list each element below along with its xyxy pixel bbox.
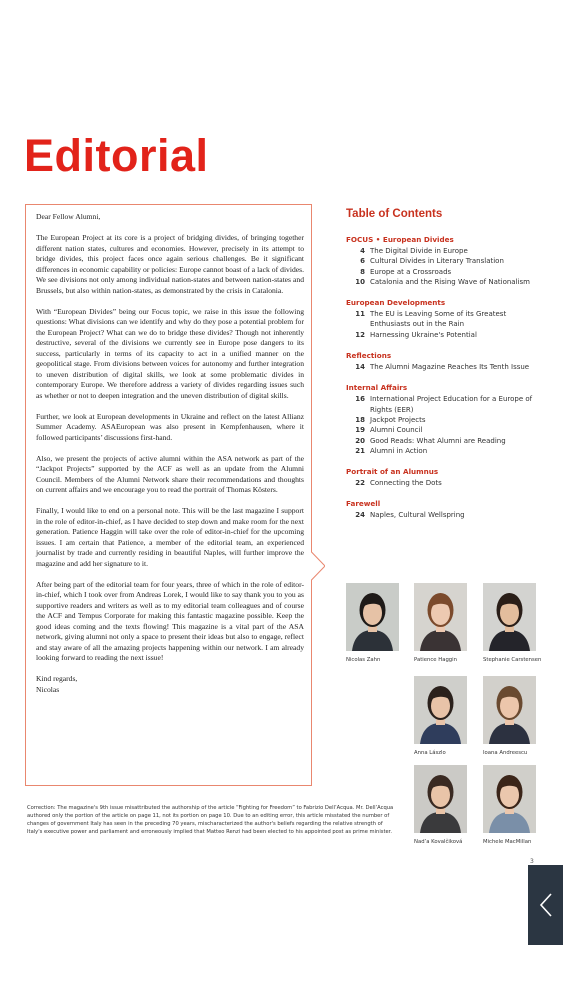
toc-section bbox=[346, 351, 546, 372]
team-portrait bbox=[483, 676, 536, 744]
team-portrait bbox=[483, 765, 536, 833]
team-portrait bbox=[346, 583, 399, 651]
team-portrait bbox=[414, 765, 467, 833]
toc-item[interactable] bbox=[346, 330, 546, 340]
toc-page-number: 24 bbox=[355, 511, 365, 520]
toc-item-label: The EU is Leaving Some of its Greatest Enthusiasts out in the Rain bbox=[370, 310, 507, 329]
team-portrait bbox=[414, 583, 467, 651]
toc-page-number: 8 bbox=[360, 267, 365, 276]
toc-section-heading: Reflections bbox=[346, 351, 392, 361]
toc-item[interactable] bbox=[346, 256, 546, 266]
team-member-name: Ioana Andreescu bbox=[483, 750, 528, 756]
toc-item-label: Connecting the Dots bbox=[370, 479, 442, 488]
toc-item-label: Naples, Cultural Wellspring bbox=[370, 511, 465, 520]
toc-item-label: Alumni in Action bbox=[370, 446, 428, 455]
table-of-contents bbox=[346, 208, 546, 532]
team-member-name: Michele MacMillan bbox=[483, 839, 532, 845]
toc-item[interactable] bbox=[346, 510, 546, 520]
toc-section bbox=[346, 235, 546, 287]
toc-item[interactable] bbox=[346, 446, 546, 456]
letter-paragraph: With “European Divides” being our Focus topic, we raise in this issue the following questions: What divisions can we identify and why do they pose a potential problem for the European Project? What can we do to bridge these divides? Though not inherently destructive, several of the divisions we currently see in Europe pose dangers to its success, particularly in terms of its capacity to act in a unified manner on the geopolitical stage. From divisions between voices for autonomy and further integration to uneven distribution of digital skills, we look at some problematic divides in contemporary Europe. We therefore address a variety of divides regarding issues such as whether or not to deepen integration and the uneven distribution of digital skills. bbox=[36, 306, 304, 400]
toc-item-label: Cultural Divides in Literary Translation bbox=[370, 257, 504, 266]
toc-item-label: Harnessing Ukraine's Potential bbox=[370, 330, 477, 339]
toc-section bbox=[346, 467, 546, 488]
letter-closing: Kind regards, bbox=[36, 674, 78, 683]
letter-paragraph: Further, we look at European developments in Ukraine and reflect on the latest Allianz Summer Academy. ASAEuropean was also present in Kempfenhausen, where it followed participants’ discussions first-hand. bbox=[36, 411, 304, 442]
toc-item[interactable] bbox=[346, 394, 546, 415]
toc-page-number: 22 bbox=[355, 479, 365, 488]
toc-section-heading: Portrait of an Alumnus bbox=[346, 467, 439, 477]
toc-page-number: 16 bbox=[355, 395, 365, 404]
toc-page-number: 10 bbox=[355, 277, 365, 286]
letter-paragraph: The European Project at its core is a project of bridging divides, of bringing together different nation states, cultures and economies. However, precisely in its attempt to bridge divides, this project faces once again serious challenges. Be it significant differences in economic capability or policies: Europe cannot boast of a lack of divides. We see divisions not only among individual nation-states and between nation-states and Brussels, but also within nation-states, as demonstrated by the crisis in Catalonia. bbox=[36, 233, 304, 295]
editorial-letter bbox=[25, 204, 311, 786]
toc-item-label: Good Reads: What Alumni are Reading bbox=[370, 436, 506, 445]
toc-sections bbox=[346, 235, 546, 521]
toc-page-number: 11 bbox=[355, 310, 365, 319]
team-member-name: Nad’a Kovalčiková bbox=[414, 839, 463, 845]
toc-item-label: Catalonia and the Rising Wave of Nationalism bbox=[370, 277, 530, 286]
toc-section-heading: FOCUS • European Divides bbox=[346, 235, 454, 244]
team-member-name: Nicolas Zahn bbox=[346, 657, 381, 663]
page-title: Editorial bbox=[24, 130, 209, 181]
toc-item[interactable] bbox=[346, 478, 546, 488]
letter-paragraph: After being part of the editorial team for four years, three of which in the role of editor-in-chief, which I took over from Andreas Lorek, I would like to say thank you to you as supportive readers and writers as well as to my editorial team colleagues and of course the ACF and Tempus Corporate for making this fantastic magazine possible. Keep the good ideas coming and the texts flowing! This magazine is a vital part of the ASA network, giving alumni not only a space to present their ideas but also to engage, reflect and stay aware of all the amazing projects happening within our network. I am already looking forward to reading the next issue! bbox=[36, 579, 304, 662]
letter-paragraph: Finally, I would like to end on a personal note. This will be the last magazine I support in the role of editor-in-chief, as I have decided to step down and make room for the next generation. Patience Haggin will take over the role of editor-in-chief for the upcoming issues. I am certain that Patience, a member of the editorial team, an experienced journalist by trade and currently residing in beautiful Naples, will further improve the magazine and add her signature to it. bbox=[36, 506, 304, 568]
toc-page-number: 21 bbox=[355, 446, 365, 455]
toc-item[interactable] bbox=[346, 415, 546, 425]
letter-body bbox=[36, 212, 304, 695]
toc-item-label: The Alumni Magazine Reaches Its Tenth Issue bbox=[370, 363, 530, 372]
toc-item-label: Europe at a Crossroads bbox=[370, 267, 452, 276]
letter-paragraph: Also, we present the projects of active alumni within the ASA network as part of the “Jackpot Projects” supported by the ACF as well as an update from the Alumni Council. Members of the Alumni Network share their recommendations and thoughts on current affairs and we encourage you to read the portrait of Thomas Kösters. bbox=[36, 453, 304, 494]
toc-item[interactable] bbox=[346, 436, 546, 446]
page-number: 3 bbox=[530, 858, 534, 865]
team-member-name: Patience Haggin bbox=[414, 657, 458, 663]
toc-item[interactable] bbox=[346, 362, 546, 372]
toc-item-label: Alumni Council bbox=[370, 426, 423, 435]
toc-section bbox=[346, 499, 546, 520]
toc-item[interactable] bbox=[346, 267, 546, 277]
toc-page-number: 14 bbox=[355, 363, 365, 372]
toc-page-number: 19 bbox=[355, 426, 365, 435]
toc-section-heading: Internal Affairs bbox=[346, 383, 408, 393]
team-member-name: Stephanie Carstensen bbox=[483, 657, 542, 663]
toc-item[interactable] bbox=[346, 246, 546, 256]
letter-signature: Nicolas bbox=[36, 684, 60, 694]
team-portrait bbox=[483, 583, 536, 651]
team-member-name: Anna Lászlo bbox=[414, 750, 446, 756]
toc-section-heading: Farewell bbox=[346, 499, 381, 509]
toc-section bbox=[346, 298, 546, 340]
toc-item-label: The Digital Divide in Europe bbox=[370, 247, 468, 255]
side-tab-button[interactable] bbox=[528, 865, 563, 945]
toc-page-number: 18 bbox=[355, 415, 365, 424]
team-portrait bbox=[414, 676, 467, 744]
toc-item-label: International Project Education for a Europe of Rights (EER) bbox=[370, 395, 533, 414]
toc-section-heading: European Developments bbox=[346, 298, 446, 308]
correction-note: Correction: The magazine's 9th issue misattributed the authorship of the article “Fighting for Freedom” to Fabrizio Dell’Acqua. Mr. Dell’Acqua authored only the portion of the article on page 11, not its portion on page 10. Due to an editing error, this article misstated the number of changes of government Italy has seen in the preceding 70 years, mischaracterized the author's beliefs regarding the relative strength of Italy's executive power and parliament and erroneously implied that Matteo Renzi had been elected to his appointed post as prime minister. bbox=[27, 805, 394, 835]
toc-title: Table of Contents bbox=[346, 208, 443, 220]
toc-item-label: Jackpot Projects bbox=[370, 415, 426, 424]
toc-page-number: 12 bbox=[355, 330, 365, 339]
toc-item[interactable] bbox=[346, 425, 546, 435]
toc-page-number: 6 bbox=[360, 257, 365, 266]
toc-page-number: 4 bbox=[360, 247, 365, 255]
toc-section bbox=[346, 383, 546, 456]
letter-salutation: Dear Fellow Alumni, bbox=[36, 212, 101, 221]
toc-item[interactable] bbox=[346, 309, 546, 330]
chevron-left-icon bbox=[539, 893, 553, 917]
toc-page-number: 20 bbox=[355, 436, 365, 445]
toc-item[interactable] bbox=[346, 277, 546, 287]
